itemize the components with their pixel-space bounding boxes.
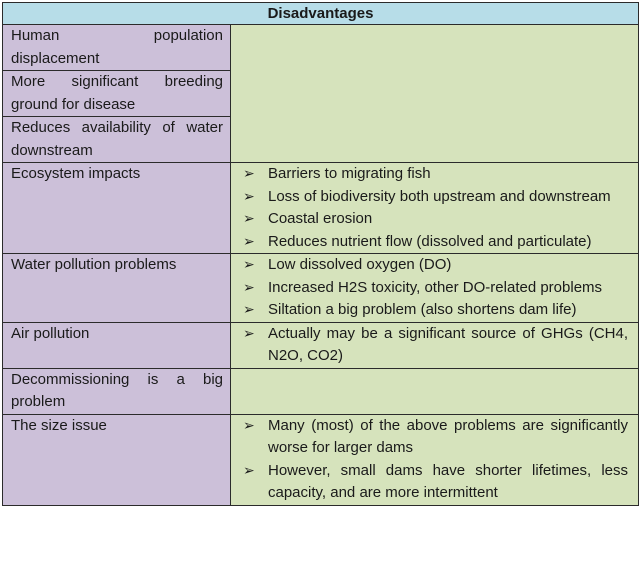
bullet-list bbox=[241, 163, 628, 253]
list-item-text: However, small dams have shorter lifetimes, less capacity, and are more intermittent bbox=[268, 461, 629, 501]
list-item-text: Actually may be a significant source of GHGs (CH4, N2O, CO2) bbox=[268, 324, 629, 364]
list-item-text: Barriers to migrating fish bbox=[268, 165, 431, 182]
table-row bbox=[3, 368, 639, 414]
list-item bbox=[241, 163, 628, 186]
arrow-bullet-icon: ➢ bbox=[243, 166, 255, 182]
list-item-text: Many (most) of the above problems are significantly worse for larger dams bbox=[268, 416, 629, 456]
arrow-bullet-icon: ➢ bbox=[243, 325, 255, 342]
row-label: Water pollution problems bbox=[3, 254, 231, 323]
row-label: Air pollution bbox=[3, 322, 231, 368]
disadvantages-table bbox=[2, 2, 639, 506]
arrow-bullet-icon: ➢ bbox=[243, 302, 255, 318]
list-item bbox=[241, 254, 628, 277]
list-item-text: Increased H2S toxicity, other DO-related problems bbox=[268, 278, 603, 296]
bullet-list bbox=[241, 323, 628, 368]
table-row bbox=[3, 254, 639, 323]
table-header: Disadvantages bbox=[3, 3, 639, 25]
table-row bbox=[3, 322, 639, 368]
row-detail bbox=[231, 254, 639, 323]
list-item bbox=[241, 460, 628, 505]
row-detail bbox=[231, 322, 639, 368]
row-label: More significant breeding ground for disease bbox=[3, 71, 231, 117]
list-item bbox=[241, 208, 628, 231]
row-detail-empty bbox=[231, 368, 639, 414]
list-item-text: Reduces nutrient flow (dissolved and particulate) bbox=[268, 232, 592, 250]
arrow-bullet-icon: ➢ bbox=[243, 417, 255, 434]
row-detail-empty bbox=[231, 25, 639, 163]
row-label: Reduces availability of water downstream bbox=[3, 117, 231, 163]
arrow-bullet-icon: ➢ bbox=[243, 257, 255, 273]
list-item bbox=[241, 231, 628, 254]
list-item bbox=[241, 323, 628, 368]
table-row bbox=[3, 163, 639, 254]
table-row bbox=[3, 414, 639, 505]
row-label: The size issue bbox=[3, 414, 231, 505]
row-detail bbox=[231, 414, 639, 505]
row-label: Decommissioning is a big problem bbox=[3, 368, 231, 414]
list-item bbox=[241, 299, 628, 322]
arrow-bullet-icon: ➢ bbox=[243, 188, 255, 205]
row-label: Ecosystem impacts bbox=[3, 163, 231, 254]
list-item bbox=[241, 186, 628, 209]
list-item-text: Coastal erosion bbox=[268, 210, 373, 227]
arrow-bullet-icon: ➢ bbox=[243, 211, 255, 227]
row-detail bbox=[231, 163, 639, 254]
disadvantages-table-container bbox=[2, 2, 639, 506]
list-item bbox=[241, 415, 628, 460]
arrow-bullet-icon: ➢ bbox=[243, 279, 255, 296]
bullet-list bbox=[241, 415, 628, 505]
arrow-bullet-icon: ➢ bbox=[243, 233, 255, 250]
row-label: Human population displacement bbox=[3, 25, 231, 71]
arrow-bullet-icon: ➢ bbox=[243, 462, 255, 479]
list-item-text: Siltation a big problem (also shortens dam life) bbox=[268, 301, 577, 318]
list-item bbox=[241, 277, 628, 300]
table-row bbox=[3, 25, 639, 71]
bullet-list bbox=[241, 254, 628, 322]
table-header-row bbox=[3, 3, 639, 25]
list-item-text: Loss of biodiversity both upstream and downstream bbox=[268, 187, 611, 205]
list-item-text: Low dissolved oxygen (DO) bbox=[268, 256, 452, 273]
